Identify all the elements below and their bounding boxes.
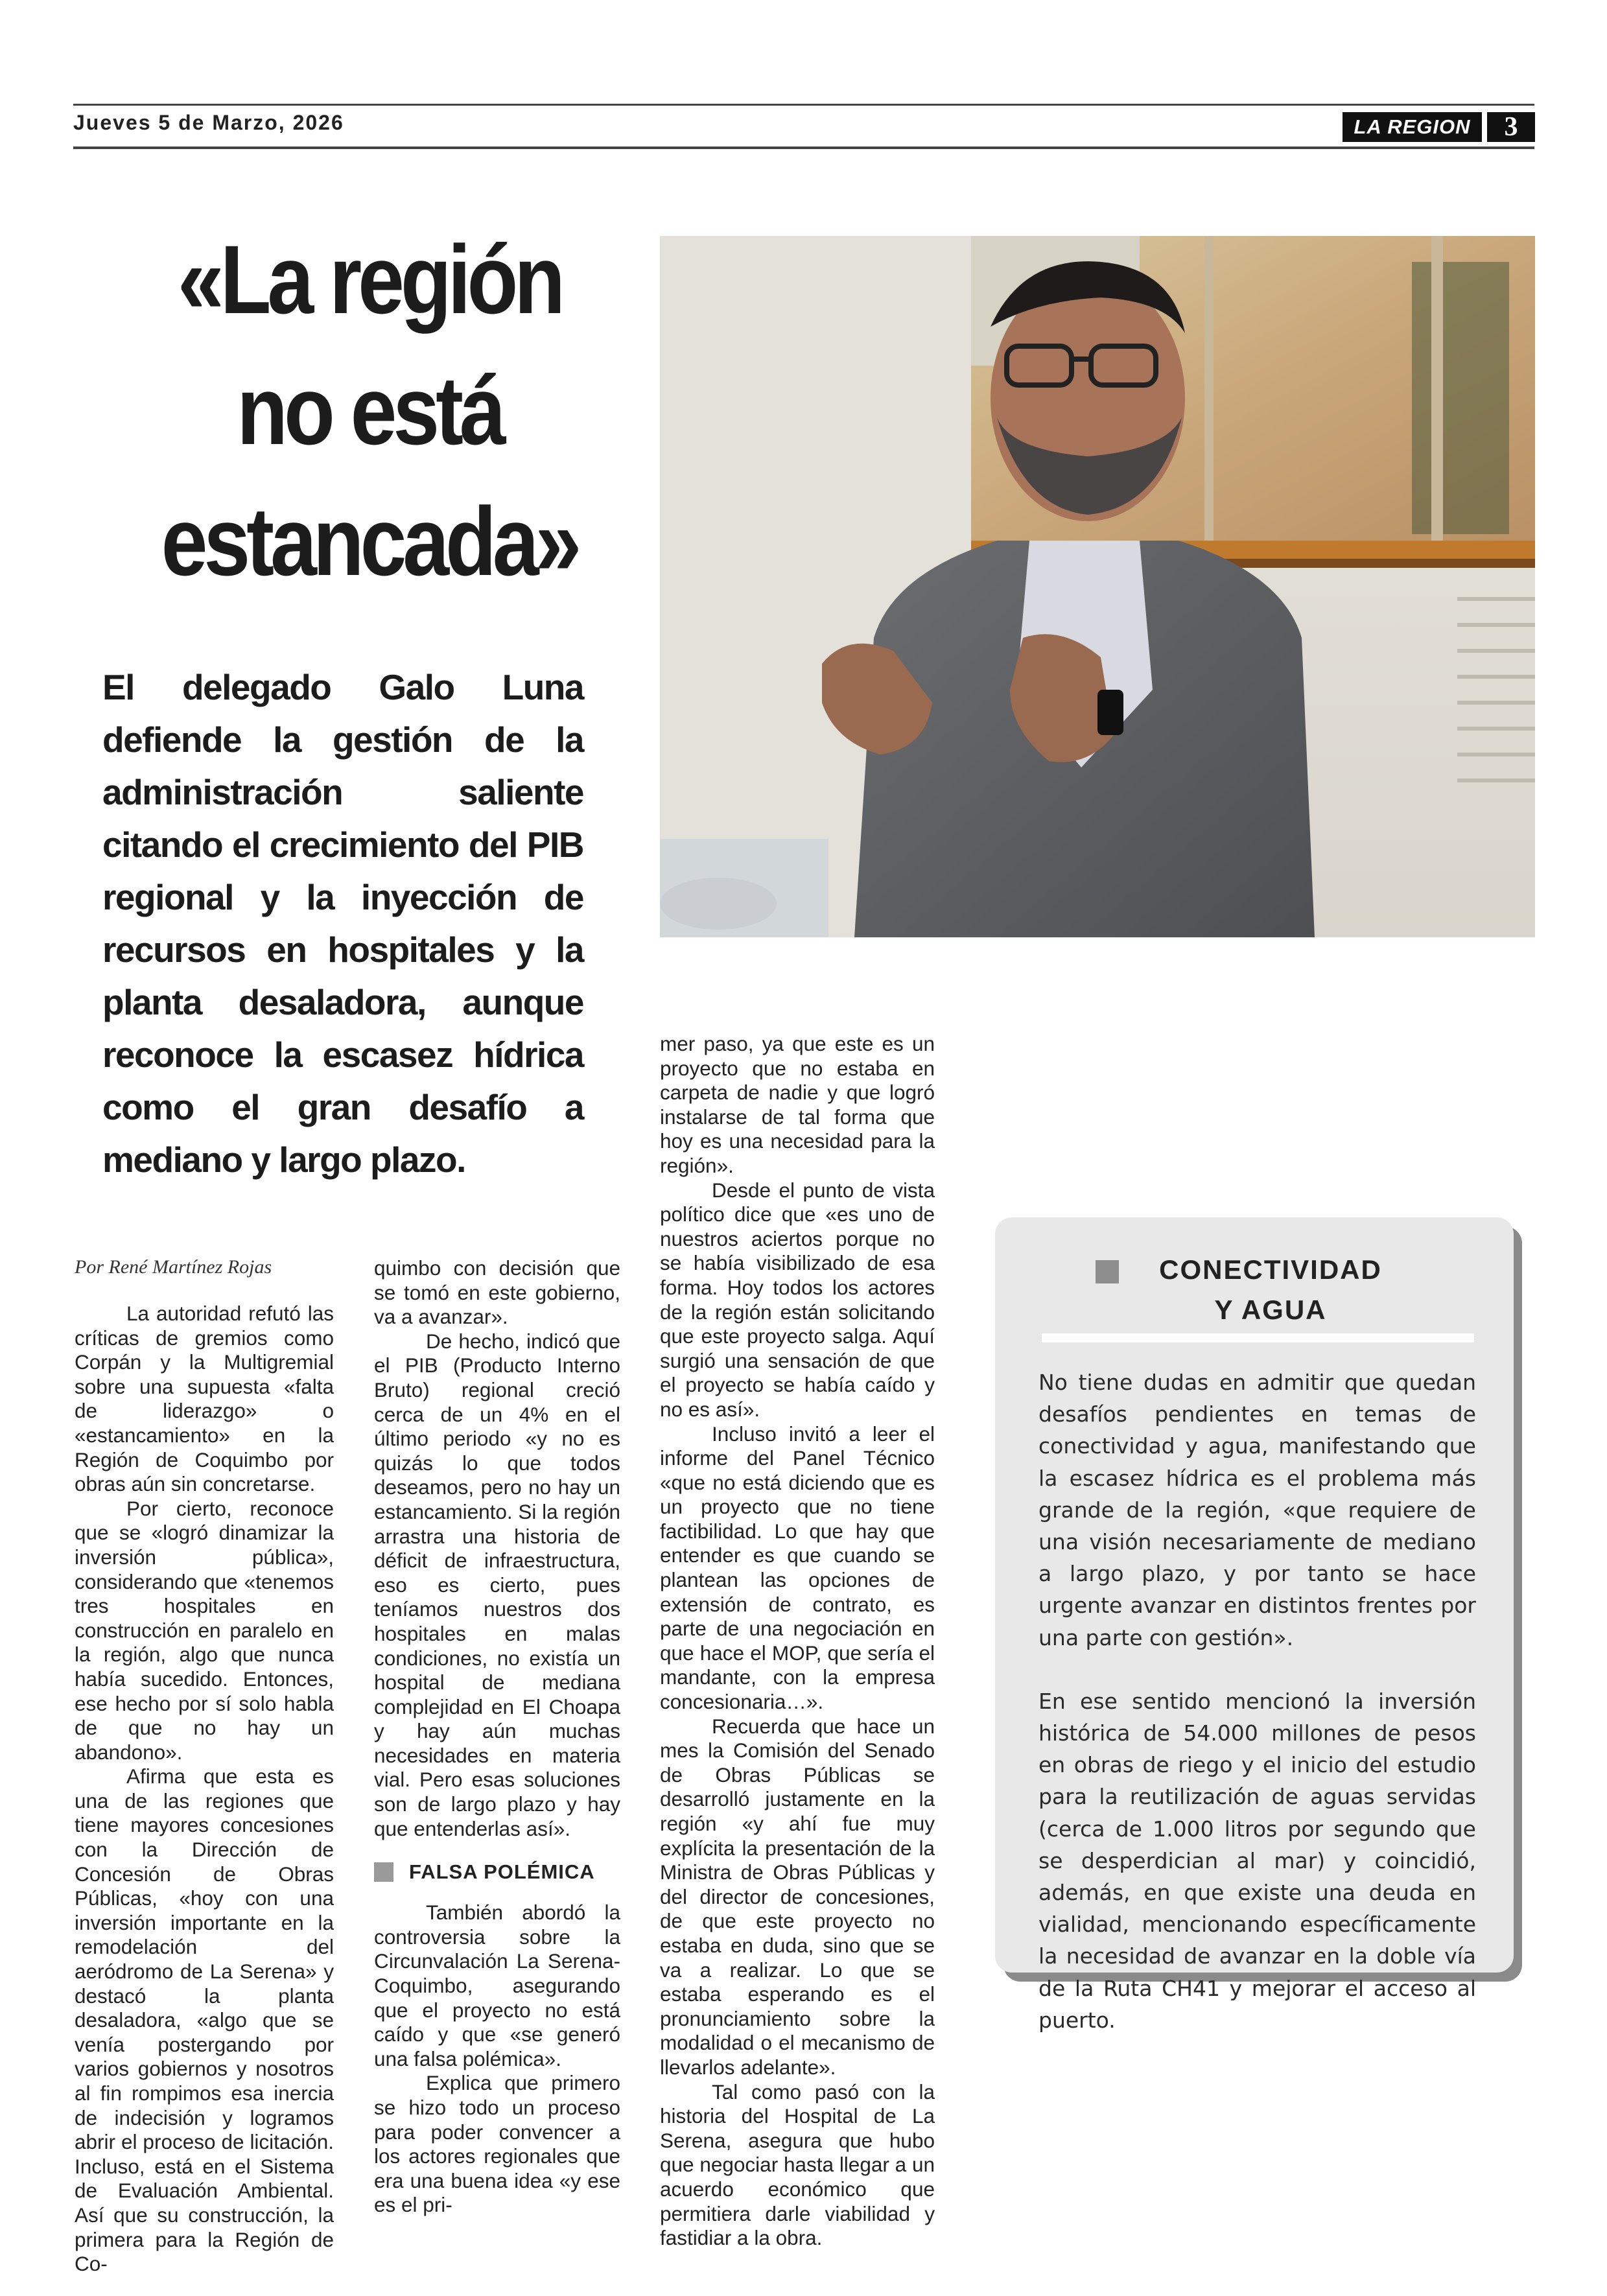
header-top-rule bbox=[73, 104, 1534, 106]
sidebar-title-line: CONECTIVIDAD bbox=[1159, 1254, 1382, 1285]
body-column-1 bbox=[75, 1302, 334, 2277]
sidebar-body bbox=[1038, 1366, 1476, 2036]
body-column-2 bbox=[374, 1256, 620, 2218]
sidebar-title bbox=[1096, 1250, 1446, 1330]
sidebar-title-line: Y AGUA bbox=[1214, 1294, 1327, 1325]
body-paragraph: Por cierto, reconoce que se «logró dinamizar la inversión pública», considerando que «tenemos tres hospitales en construcción en paralelo en la región, algo que nunca había sucedido. Entonces, ese hecho por sí solo habla de que no hay un abandono». bbox=[75, 1496, 334, 1764]
body-paragraph: También abordó la controversia sobre la Circunvalación La Serena-Coquimbo, asegurando que el proyecto no está caído y que «se generó una falsa polémica». bbox=[374, 1901, 620, 2070]
body-paragraph: Desde el punto de vista político dice que «es uno de nuestros aciertos porque no se había visibilizado de esa forma. Hoy todos los actores de la región están solicitando que este proyecto salga. Aquí surgió una sensación de que el proyecto se había caído y no es así». bbox=[660, 1178, 935, 1421]
article-photo bbox=[660, 236, 1535, 937]
byline: Por René Martínez Rojas bbox=[75, 1256, 272, 1278]
body-paragraph: mer paso, ya que este es un proyecto que no estaba en carpeta de nadie y que logró instalarse de tal forma que hoy es una necesidad para la región». bbox=[660, 1032, 935, 1177]
body-paragraph: De hecho, indicó que el PIB (Producto Interno Bruto) regional creció cerca de un 4% en el último periodo «y no es quizás lo que todos deseamos, pero no hay un estancamiento. Si la región arrastra una historia de déficit de infraestructura, eso es cierto, pues teníamos nuestros dos hospitales en malas condiciones, no existía un hospital de mediana complejidad en El Choapa y hay aún muchas necesidades en materia vial. Pero esas soluciones son de largo plazo y hay que entenderlas así». bbox=[374, 1329, 620, 1840]
body-paragraph: Explica que primero se hizo todo un proceso para poder convencer a los actores regionales que era una buena idea «y ese es el pri- bbox=[374, 2071, 620, 2217]
body-paragraph: Tal como pasó con la historia del Hospital de La Serena, asegura que hubo que negociar hasta llegar a un acuerdo económico que permitiera darle viabilidad y fastidiar a la obra. bbox=[660, 2079, 935, 2250]
section-subhead bbox=[374, 1846, 620, 1898]
body-paragraph: Afirma que esta es una de las regiones que tiene mayores concesiones con la Dirección de Concesión de Obras Públicas, «hoy con una inversión importante en la remodelación del aeródromo de La Serena» y destacó la planta desaladora, «algo que se venía postergando por varios gobiernos y nosotros al fin rompimos esa inercia de indecisión y logramos abrir el proceso de licitación. Incluso, está en el Sistema de Evaluación Ambiental. Así que su construcción, la primera para la Región de Co- bbox=[75, 1764, 334, 2276]
sidebar-rule bbox=[1042, 1333, 1474, 1342]
headline-line: no está bbox=[237, 356, 502, 465]
body-paragraph: La autoridad refutó las críticas de gremios como Corpán y la Multigremial sobre una supuesta «falta de liderazgo» o «estancamiento» en la Región de Coquimbo por obras aún sin concretarse. bbox=[75, 1302, 334, 1496]
subhead-text: FALSA POLÉMICA bbox=[409, 1860, 595, 1884]
subhead-square-icon bbox=[374, 1862, 393, 1882]
body-paragraph: Incluso invitó a leer el informe del Panel Técnico «que no está diciendo que es un proyecto que no tiene factibilidad. Lo que hay que entender es que cuando se plantean las opciones de extensión de contrato, es parte de una negociación en que hace el MOP, que sería el mandante, con la empresa concesionaria…». bbox=[660, 1422, 935, 1714]
headline bbox=[119, 214, 620, 607]
header-bottom-rule bbox=[73, 146, 1534, 149]
sidebar-paragraph: En ese sentido mencionó la inversión histórica de 54.000 millones de pesos en obras de riego y el inicio del estudio para la reutilización de aguas servidas (cerca de 1.000 litros por segundo que se desperdician al mar) y coincidió, además, en que existe una deuda en vialidad, mencionando específicamente la necesidad de avanzar en la doble vía de la Ruta CH41 y mejorar el acceso al puerto. bbox=[1038, 1688, 1476, 2033]
newspaper-brand: LA REGION bbox=[1343, 112, 1482, 142]
sidebar-paragraph: No tiene dudas en admitir que quedan desafíos pendientes en temas de conectividad y agua, manifestando que la escasez hídrica es el problema más grande de la región, «que requiere de una visión necesariamente de mediano a largo plazo, y por tanto se hace urgente avanzar en distintos frentes por una parte con gestión». bbox=[1038, 1370, 1476, 1650]
page-number: 3 bbox=[1487, 112, 1535, 142]
issue-date: Jueves 5 de Marzo, 2026 bbox=[73, 111, 344, 134]
body-column-3 bbox=[660, 1032, 935, 2251]
portrait-illustration bbox=[660, 236, 1535, 937]
headline-line: estancada» bbox=[161, 487, 578, 596]
body-paragraph: Recuerda que hace un mes la Comisión del Senado de Obras Públicas se desarrolló justamente en la región «y ahí fue muy explícita la presentación de la Ministra de Obras Públicas y del director de concesiones, de que este proyecto no estaba en duda, sino que se va a realizar. Lo que se estaba esperando es el pronunciamiento sobre la modalidad o el mecanismo de llevarlos adelante». bbox=[660, 1714, 935, 2079]
article-deck: El delegado Galo Luna defiende la gestión de la administración saliente citando el crecimiento del PIB regional y la inyección de recursos en hospitales y la planta desaladora, aunque reconoce la escasez hídrica como el gran desafío a mediano y largo plazo. bbox=[102, 667, 583, 1180]
body-paragraph: quimbo con decisión que se tomó en este gobierno, va a avanzar». bbox=[374, 1256, 620, 1329]
headline-line: «La región bbox=[177, 225, 562, 334]
